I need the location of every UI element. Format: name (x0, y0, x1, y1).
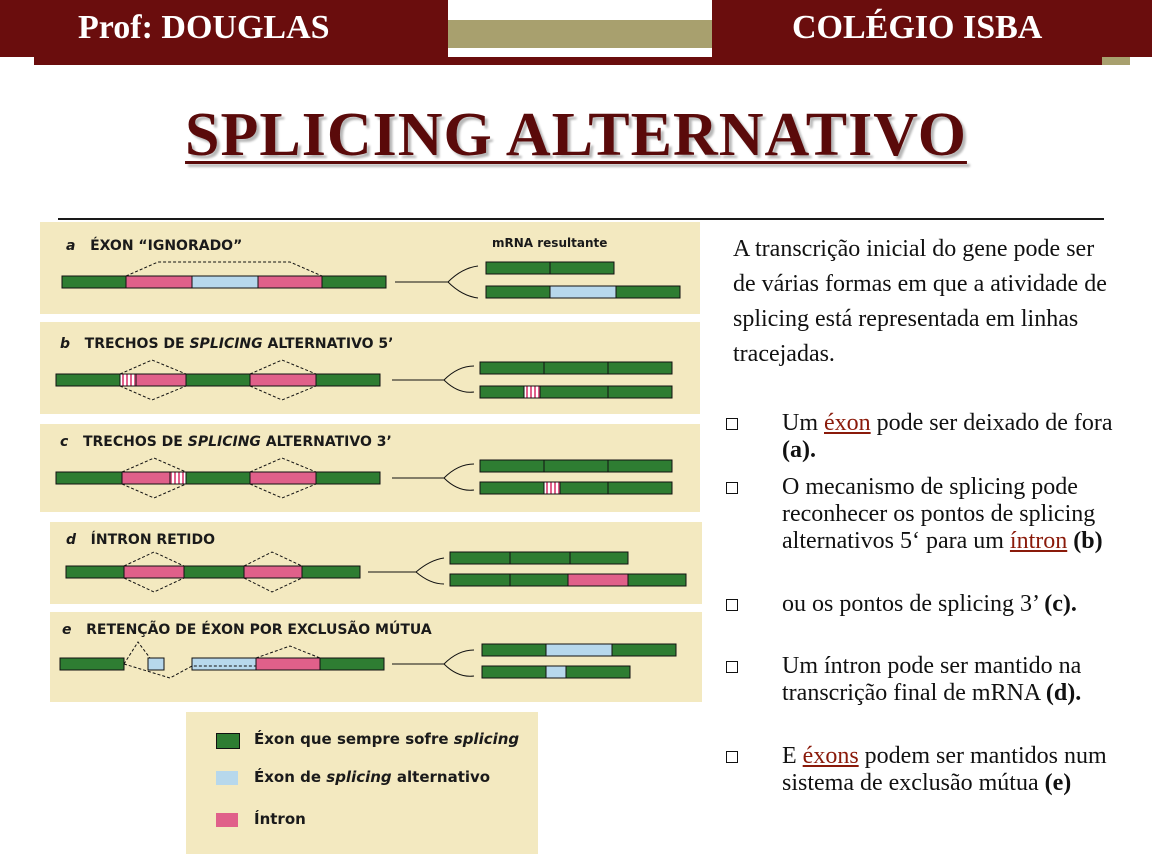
panel-c-splice-line-2 (122, 484, 186, 498)
panel-b-pre-mrna (56, 374, 380, 386)
bullet-c-ref: (c). (1044, 591, 1077, 617)
bullet-a-highlight: éxon (824, 410, 871, 436)
panel-e-pre-mrna (60, 658, 384, 670)
panel-d-pre-mrna (66, 566, 360, 578)
legend-swatch-exon (216, 733, 240, 749)
legend-alt-exon-italic: splicing (326, 768, 392, 786)
legend-exon-italic: splicing (453, 730, 520, 748)
panel-e-letter: e (62, 622, 72, 638)
bullet-e-mid: podem ser mantidos num sistema de exclusão mútua (782, 743, 1107, 796)
slide-title: SPLICING ALTERNATIVO (185, 101, 967, 169)
bullet-e-ref: (e) (1044, 770, 1072, 796)
legend-item-intron (216, 810, 306, 828)
panel-e-title-text: RETENÇÃO DE ÉXON POR EXCLUSÃO MÚTUA (86, 622, 432, 638)
panel-e-splice-line (124, 642, 150, 664)
panel-c-splice-line-3 (250, 458, 316, 472)
panel-c-title-italic: SPLICING (187, 434, 261, 450)
bullet-a-text (782, 410, 1122, 464)
bullet-d-ref: (d). (1045, 680, 1082, 706)
panel-a-mrna-2 (486, 286, 680, 298)
bullet-c-text (782, 591, 1122, 618)
panel-c-splice-line-4 (250, 484, 316, 498)
bullet-e-pre: E (782, 743, 803, 769)
bullet-e-text (782, 743, 1122, 797)
panel-d-letter: d (66, 532, 77, 548)
panel-b-title-pre: TRECHOS DE (84, 336, 190, 352)
bullet-b-highlight: íntron (1009, 528, 1068, 554)
panel-b-letter: b (60, 336, 71, 352)
legend-swatch-intron (216, 813, 238, 827)
panel-a-splice-line (126, 262, 322, 276)
bullet-b-ref: (b) (1073, 528, 1103, 554)
panel-d-splice-line-4 (244, 578, 302, 592)
panel-a-title-text: ÉXON “IGNORADO” (90, 238, 243, 254)
panel-d-title-text: ÍNTRON RETIDO (90, 532, 216, 548)
mrna-label: mRNA resultante (492, 236, 608, 250)
panel-c-pre-mrna (56, 472, 380, 484)
panel-e-splice-line-2 (124, 664, 256, 678)
bullet-box-icon (726, 482, 738, 494)
bullet-b-pre: O mecanismo de splicing pode reconhecer os pontos de splicing alternativos 5‘ para um (782, 474, 1096, 554)
diagram-legend (186, 712, 538, 854)
legend-swatch-alt-exon (216, 771, 238, 785)
panel-b-splice-line (120, 360, 186, 374)
legend-item-exon (216, 730, 519, 748)
bullet-d-text (782, 653, 1122, 707)
legend-exon-text: Éxon que sempre sofre (254, 730, 454, 748)
panel-d-mrna-1 (450, 552, 628, 564)
panel-e-mrna-2 (482, 666, 630, 678)
panel-b-title-italic: SPLICING (189, 336, 263, 352)
panel-d-splice-line-3 (244, 552, 302, 566)
header-school: COLÉGIO ISBA (792, 9, 1043, 46)
panel-d-splice-line-2 (124, 578, 184, 592)
panel-e-mrna-1 (482, 644, 676, 656)
panel-c-title-post: ALTERNATIVO 3’ (260, 434, 392, 450)
panel-a-letter: a (66, 238, 76, 254)
bullet-a-ref: (a). (782, 437, 816, 463)
bullet-a-mid: pode ser deixado de fora (870, 410, 1113, 436)
panel-c-splice-line (122, 458, 186, 472)
panel-c-mrna-2 (480, 482, 672, 494)
panel-c-letter: c (60, 434, 69, 450)
legend-alt-exon-text: Éxon de (254, 768, 327, 786)
bullet-a-pre: Um (782, 410, 824, 436)
legend-alt-exon-post: alternativo (391, 768, 491, 786)
panel-a-pre-mrna (62, 276, 386, 288)
intro-paragraph: A transcrição inicial do gene pode ser de várias formas em que a atividade de splicing está representada em linhas tracejadas. (733, 236, 1107, 367)
bullet-c-pre: ou os pontos de splicing 3’ (782, 591, 1045, 617)
panel-c-mrna-1 (480, 460, 672, 472)
legend-intron-text: Íntron (254, 810, 306, 828)
panel-b-mrna-1 (480, 362, 672, 374)
bullet-d-pre: Um íntron pode ser mantido na transcrição final de mRNA (782, 653, 1082, 706)
bullet-b-text (782, 474, 1122, 555)
legend-item-alt-exon (216, 768, 490, 786)
panel-a-mrna-1 (486, 262, 614, 274)
panel-c-title-pre: TRECHOS DE (82, 434, 188, 450)
panel-b-splice-line-3 (250, 360, 316, 374)
bullet-box-icon (726, 661, 738, 673)
panel-b-splice-line-2 (120, 386, 186, 400)
bullet-box-icon (726, 418, 738, 430)
bullet-box-icon (726, 751, 738, 763)
panel-d-splice-line (124, 552, 184, 566)
panel-d-mrna-2 (450, 574, 686, 586)
panel-e-splice-line-3 (256, 646, 320, 658)
panel-b-mrna-2 (480, 386, 672, 398)
panel-b-splice-line-4 (250, 386, 316, 400)
header-teacher: Prof: DOUGLAS (78, 9, 330, 46)
bullet-e-highlight: éxons (802, 743, 859, 769)
panel-b-title-post: ALTERNATIVO 5’ (262, 336, 394, 352)
bullet-box-icon (726, 599, 738, 611)
